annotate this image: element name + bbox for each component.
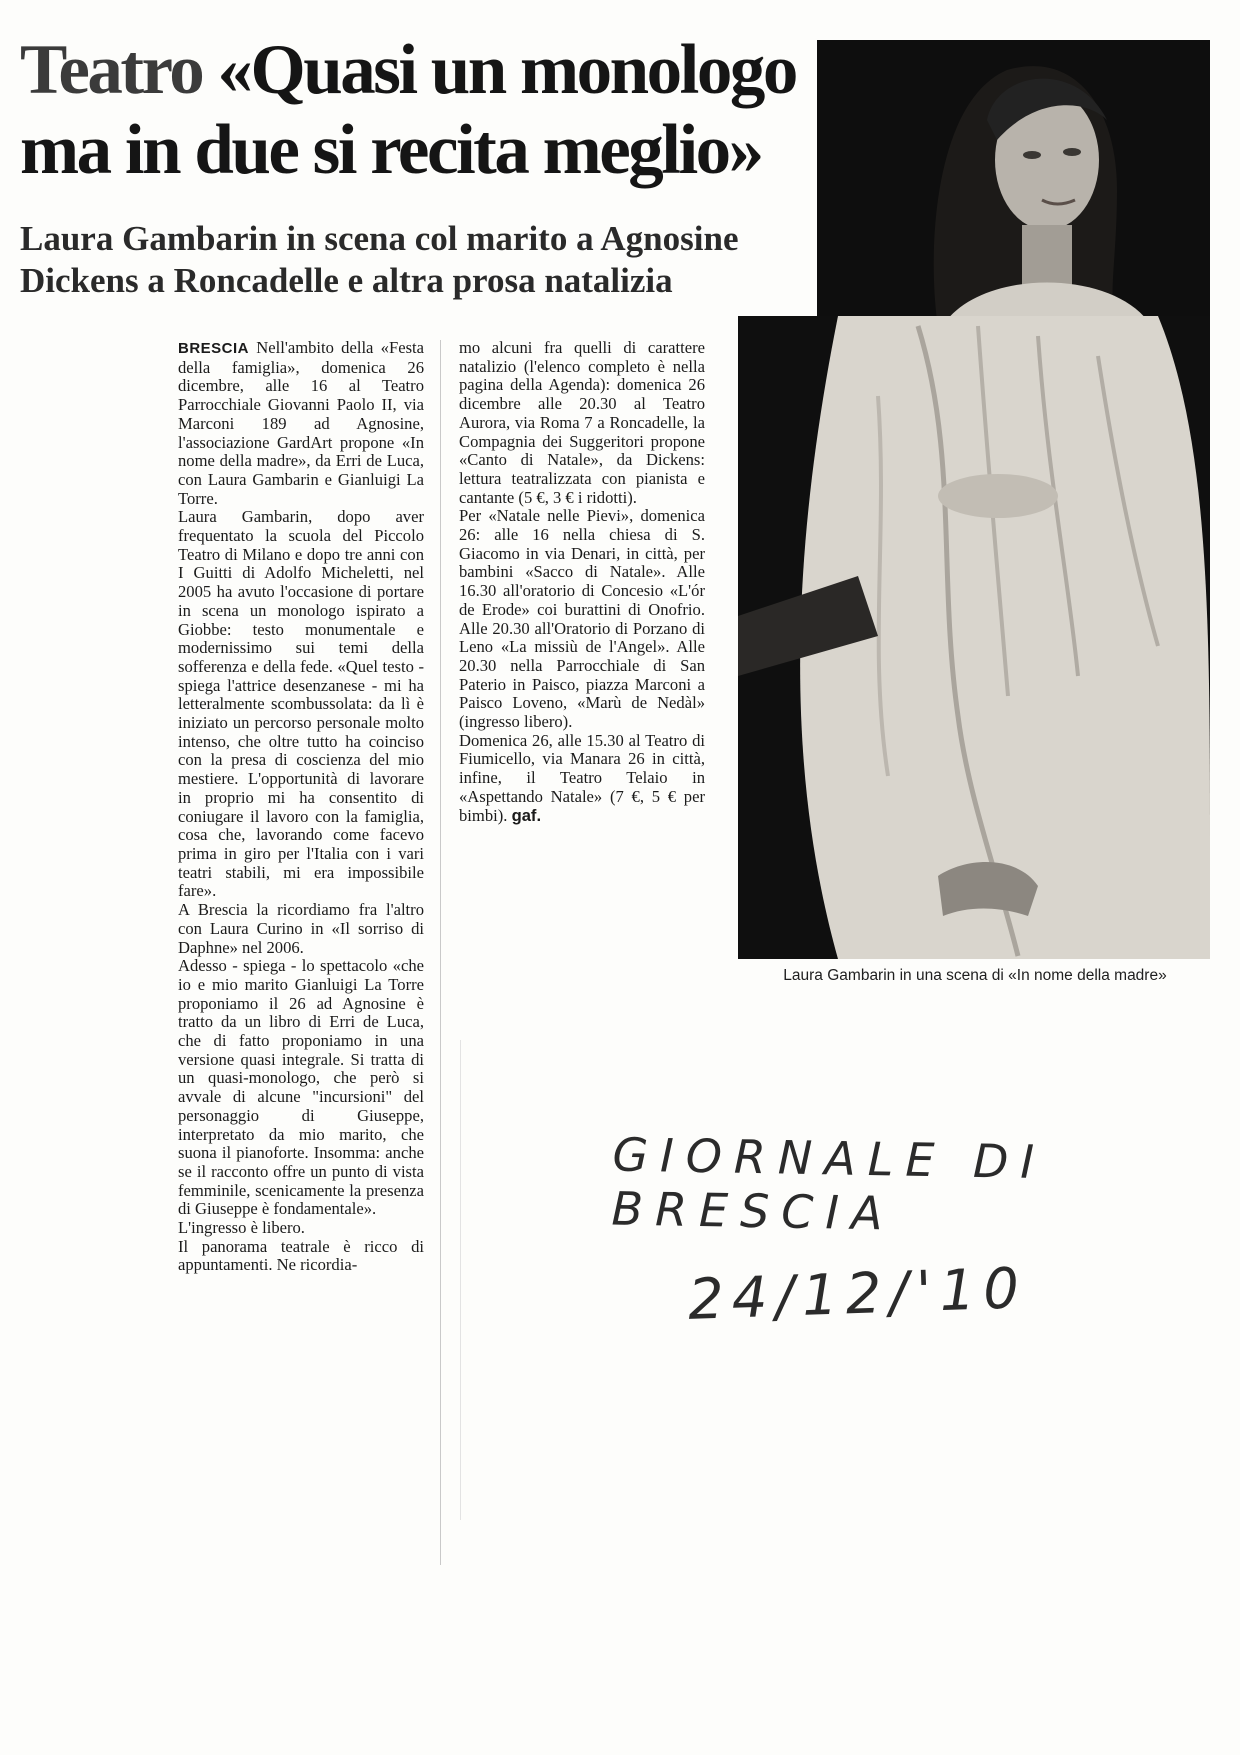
handwritten-date: 24/12/'10: [686, 1256, 1028, 1333]
article-column-middle: [459, 339, 705, 825]
paragraph-3: A Brescia la ricordiamo fra l'altro con Laura Curino in «Il sorriso di Daphne» nel 2006.: [178, 900, 424, 957]
article-column-left: [178, 339, 424, 1275]
column-separator: [440, 340, 441, 1565]
paragraph-4: Adesso - spiega - lo spettacolo «che io e mio marito Gianluigi La Torre proponiamo il 26 ad Agnosine è tratto da un libro di Erri de Luca, che di fatto proponiamo in una versione quasi integrale. Si tratta di un quasi-monologo, che però si avvale di alcune "incursioni" del personaggio di Giuseppe, interpretato da mio marito, che suona il pianoforte. Insomma: anche se il racconto offre un punto di vista femminile, scenicamente la presenza di Giuseppe è fondamentale».: [178, 956, 424, 1219]
paragraph-9-text: Domenica 26, alle 15.30 al Teatro di Fiumicello, via Manara 26 in città, infine, il Teatro Telaio in «Aspettando Natale» (7 €, 5 € per bimbi).: [459, 730, 705, 825]
paragraph-1-text: Nell'ambito della «Festa della famiglia», domenica 26 dicembre, alle 16 al Teatro Parrocchiale Giovanni Paolo II, via Marconi 189 ad Agnosine, l'associazione GardArt propone «In nome della madre», da Erri de Luca, con Laura Gambarin e Gianluigi La Torre.: [178, 338, 425, 508]
performer-body-illustration: [738, 316, 1210, 959]
margin-line: [460, 1040, 461, 1520]
performer-photo: [738, 316, 1210, 959]
subheadline-line1: Laura Gambarin in scena col marito a Agnosine: [20, 219, 739, 258]
paragraph-6: Il panorama teatrale è ricco di appuntamenti. Ne ricordia-: [178, 1236, 424, 1275]
handwritten-source: GIORNALE DI BRESCIA: [611, 1127, 1047, 1241]
paragraph-8: Per «Natale nelle Pievi», domenica 26: alle 16 nella chiesa di S. Giacomo in via Denari, in città, per bambini «Sacco di Natale». Alle 16.30 all'oratorio di Concesio «L'ór de Erode» coi burattini di Onofrio. Alle 20.30 all'Oratorio di Porzano di Leno «La missiù de l'Angel». Alle 20.30 nella Parrocchiale di San Paterio in Paisco, piazza Marconi a Paisco Loveno, «Marù de Nedàl» (ingresso libero).: [459, 506, 705, 732]
dateline: BRESCIA: [178, 340, 250, 357]
headline-line1: «Quasi un monologo: [217, 31, 796, 109]
paragraph-5: L'ingresso è libero.: [178, 1218, 305, 1238]
headline-kicker: Teatro: [20, 31, 203, 109]
author-signature: gaf.: [511, 805, 542, 825]
paragraph-9: [459, 732, 705, 826]
paragraph-2: Laura Gambarin, dopo aver frequentato la scuola del Piccolo Teatro di Milano e dopo tre anni con I Guitti di Adolfo Micheletti, nel 2005 ha avuto l'occasione di portare in scena un monologo ispirato a Giobbe: testo monumentale e modernissimo sui temi della sofferenza e della fede. «Quel testo - spiega l'attrice desenzanese - mi ha letteralmente scombussolata: da lì è iniziato un percorso personale molto intenso, che oltre tutto ha coinciso con la presa di coscienza del mio mestiere. L'opportunità di lavorare in proprio mi ha consentito di coniugare il lavoro con la famiglia, cosa che, lavorando come facevo prima in giro per l'Italia con i vari teatri stabili, mi era impossibile fare».: [178, 507, 424, 901]
paragraph-7: mo alcuni fra quelli di carattere natalizio (l'elenco completo è nella pagina della Agenda): domenica 26 dicembre alle 20.30 al Teatro Aurora, via Roma 7 a Roncadelle, la Compagnia dei Suggeritori propone «Canto di Natale», da Dickens: lettura teatralizzata con pianista e cantante (5 €, 3 € i ridotti).: [459, 338, 705, 507]
subheadline: [20, 218, 810, 302]
paragraph-1: [178, 339, 424, 508]
subheadline-line2: Dickens a Roncadelle e altra prosa natalizia: [20, 261, 673, 300]
headline: [20, 30, 810, 190]
photo-caption: Laura Gambarin in una scena di «In nome della madre»: [783, 967, 1167, 984]
headline-line2: ma in due si recita meglio»: [20, 111, 762, 189]
photo-upper-part: [817, 40, 1210, 320]
performer-head-illustration: [817, 40, 1210, 320]
